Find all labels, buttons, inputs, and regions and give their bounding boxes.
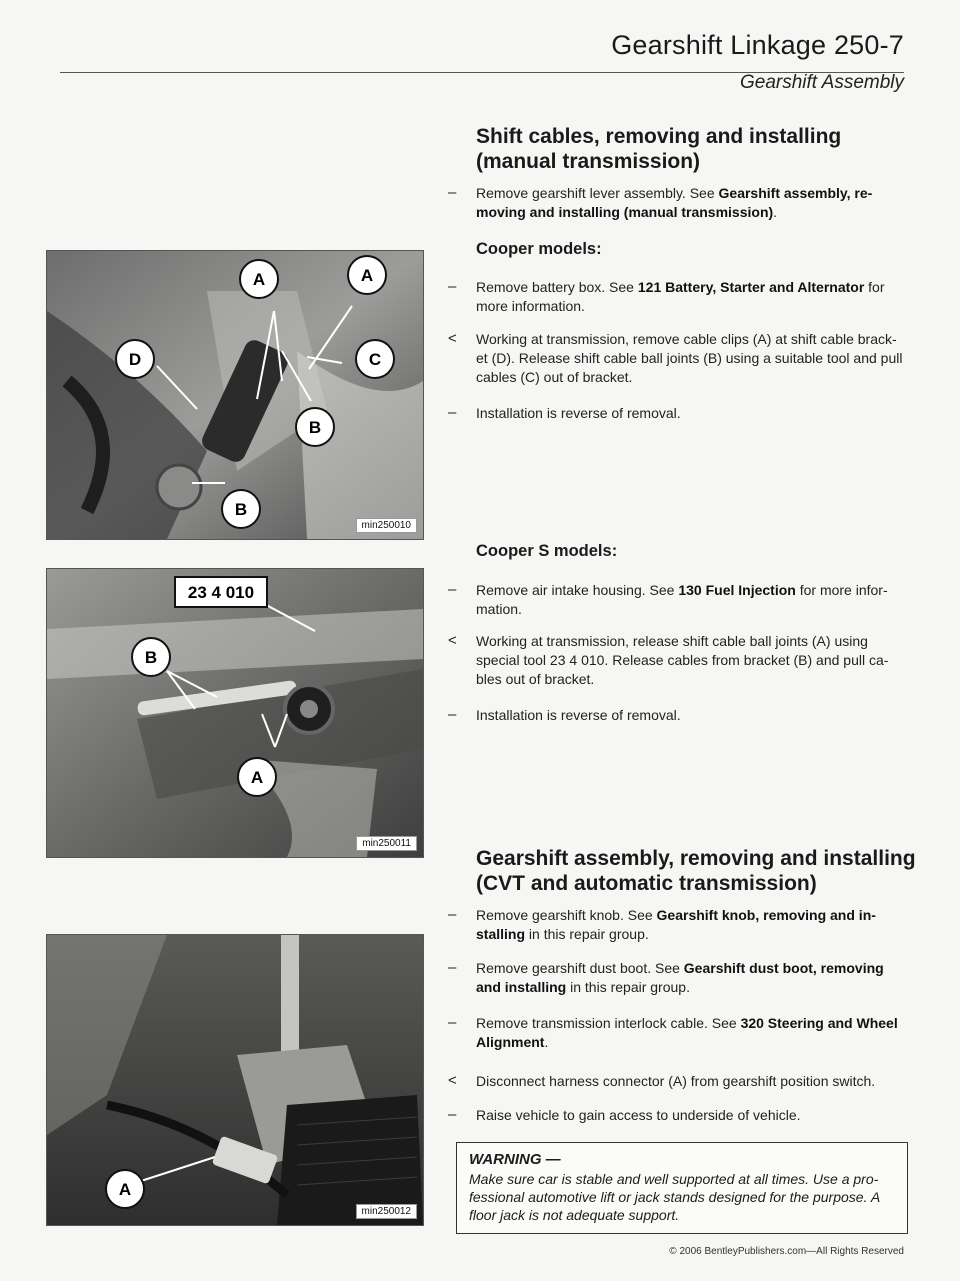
- step-remove-air-intake: – Remove air intake housing. See 130 Fuel Injection for more infor-mation.: [448, 581, 888, 617]
- step-raise-vehicle: – Raise vehicle to gain access to underside of vehicle.: [448, 1106, 801, 1123]
- figure-photo-1: [46, 250, 424, 540]
- svg-text:C: C: [368, 350, 382, 369]
- copyright-footer: © 2006 BentleyPublishers.com—All Rights Reserved: [669, 1246, 904, 1257]
- callout-a-1: [240, 260, 278, 298]
- page-header-title: Gearshift Linkage 250-7: [611, 30, 904, 60]
- step-remove-dust-boot: – Remove gearshift dust boot. See Gearshift dust boot, removing and installing in this repair group.: [448, 959, 884, 995]
- step-disconnect-harness: < Disconnect harness connector (A) from gearshift position switch.: [448, 1072, 876, 1089]
- svg-text:A: A: [250, 768, 264, 787]
- svg-text:B: B: [234, 500, 248, 519]
- svg-text:A: A: [360, 266, 374, 285]
- step-remove-knob: – Remove gearshift knob. See Gearshift knob, removing and in-stalling in this repair group.: [448, 906, 876, 942]
- svg-text:A: A: [252, 270, 266, 289]
- page-header-subtitle: Gearshift Assembly: [739, 72, 904, 93]
- svg-text:D: D: [128, 350, 142, 369]
- svg-text:B: B: [144, 648, 158, 667]
- section-title-gearshift-assembly: Gearshift assembly, removing and installing (CVT and automatic transmission): [476, 847, 916, 895]
- section-title-shift-cables: Shift cables, removing and installing (manual transmission): [476, 125, 842, 173]
- svg-text:23 4 010: 23 4 010: [187, 583, 255, 602]
- warning-box: [456, 1142, 908, 1234]
- callout-a-2: [348, 256, 386, 294]
- figure-photo-2: [46, 568, 424, 858]
- figure-id: min250010: [356, 518, 417, 533]
- step-remove-lever: – Remove gearshift lever assembly. See Gearshift assembly, re-moving and installing (manual transmission).: [448, 184, 873, 220]
- warning-body: Make sure car is stable and well supported at all times. Use a pro-fessional automotive lift or jack stands designed for the purpose. A floor jack is not adequate support.: [469, 1171, 880, 1223]
- cooper-models-heading: Cooper models:: [476, 240, 602, 258]
- step-remove-battery-box: – Remove battery box. See 121 Battery, Starter and Alternator for more information.: [448, 278, 885, 314]
- callout-b-1: [296, 408, 334, 446]
- figure-photo-3: [46, 934, 424, 1226]
- callout-b-2: [222, 490, 260, 528]
- step-release-ball-joints: < Working at transmission, release shift cable ball joints (A) using special tool 23 4 010. Release cables from bracket (B) and pull ca-bles out of bracket.: [448, 632, 889, 687]
- step-installation-reverse-1: – Installation is reverse of removal.: [448, 404, 681, 421]
- callout-a: [238, 758, 276, 796]
- callout-a: [106, 1170, 144, 1208]
- warning-title: WARNING —: [469, 1151, 561, 1168]
- step-remove-interlock-cable: – Remove transmission interlock cable. See 320 Steering and Wheel Alignment.: [448, 1014, 898, 1050]
- callout-b: [132, 638, 170, 676]
- figure-pointer-icon: <: [448, 330, 457, 347]
- svg-text:A: A: [118, 1180, 132, 1199]
- figure-pointer-icon: <: [448, 632, 457, 649]
- step-installation-reverse-2: – Installation is reverse of removal.: [448, 706, 681, 723]
- step-remove-cable-clips: < Working at transmission, remove cable clips (A) at shift cable brack-et (D). Release shift cable ball joints (B) using a suitable tool and pull cables (C) out of bracket.: [448, 330, 903, 385]
- callout-c: [356, 340, 394, 378]
- cooper-s-models-heading: Cooper S models:: [476, 542, 618, 560]
- figure-id: min250012: [356, 1204, 417, 1219]
- svg-text:B: B: [308, 418, 322, 437]
- figure-id: min250011: [356, 836, 417, 851]
- figure-pointer-icon: <: [448, 1072, 457, 1089]
- callout-d: [116, 340, 154, 378]
- tool-label-23-4-010: [175, 577, 267, 607]
